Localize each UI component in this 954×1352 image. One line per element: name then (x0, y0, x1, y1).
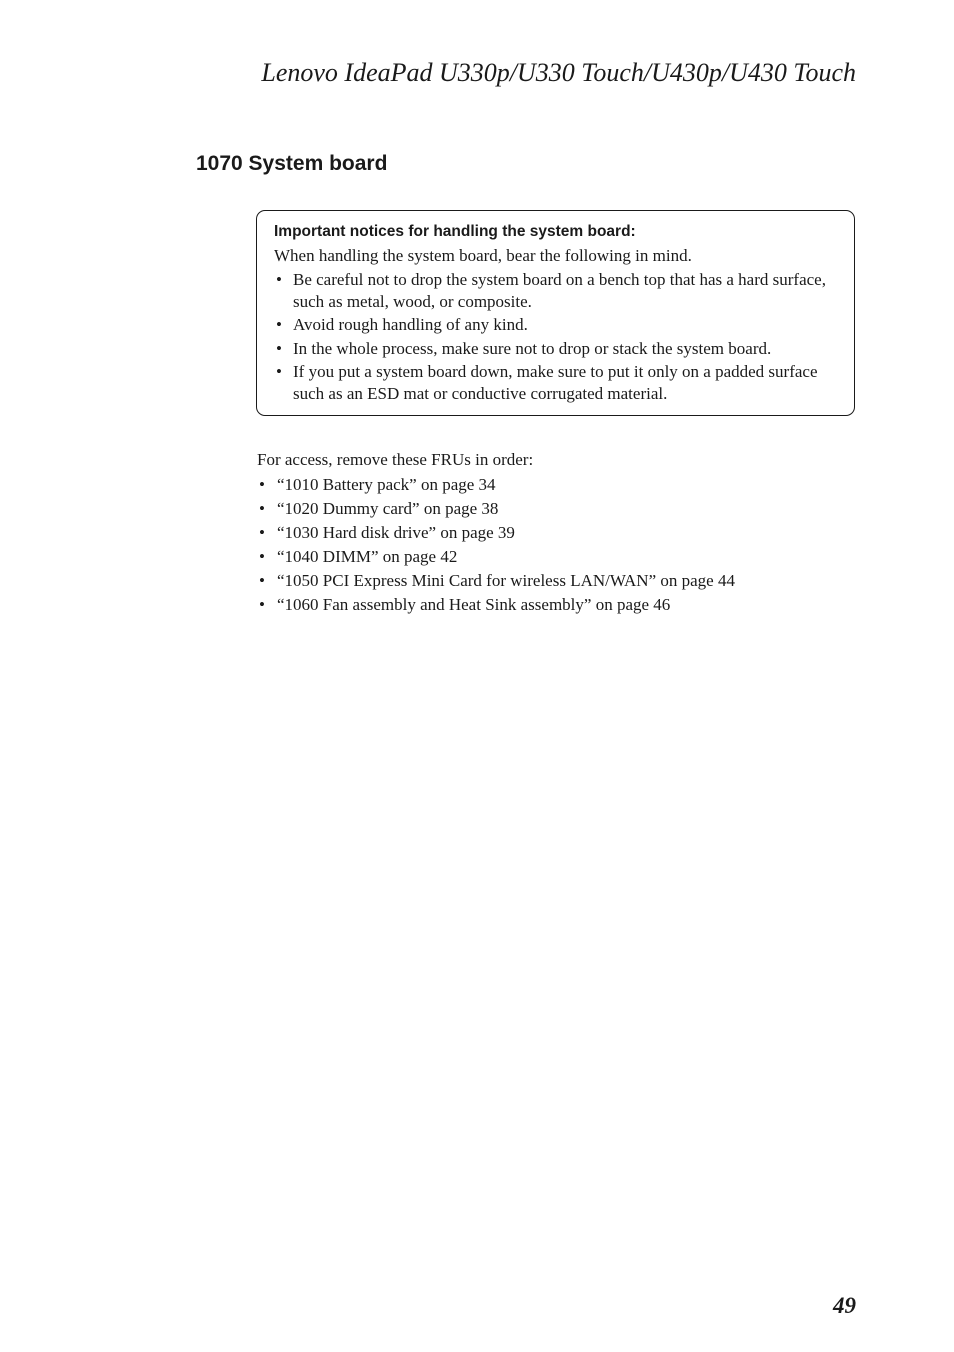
notice-intro: When handling the system board, bear the following in mind. (274, 246, 692, 265)
bullet-icon: • (276, 270, 282, 289)
page-number: 49 (833, 1293, 856, 1318)
bullet-icon: • (259, 523, 265, 542)
notice-item-text: Avoid rough handling of any kind. (293, 315, 528, 334)
fru-link[interactable]: “1010 Battery pack” on page 34 (277, 475, 496, 494)
fru-list-item (257, 545, 857, 569)
bullet-icon: • (259, 547, 265, 566)
notice-box (256, 210, 855, 416)
fru-link[interactable]: “1020 Dummy card” on page 38 (277, 499, 499, 518)
notice-list-item (274, 269, 838, 312)
notice-item-text: In the whole process, make sure not to drop or stack the system board. (293, 338, 772, 358)
bullet-icon: • (276, 315, 282, 334)
notice-list (274, 269, 838, 404)
fru-list-item (257, 497, 857, 521)
bullet-icon: • (259, 475, 265, 494)
notice-item-text: If you put a system board down, make sure to put it only on a padded surface such as an ESD mat or conductive corrugated material. (293, 362, 818, 403)
notice-list-item (274, 314, 838, 336)
fru-access-section (257, 449, 857, 617)
notice-list-item (274, 338, 838, 360)
bullet-icon: • (276, 338, 282, 358)
running-header: Lenovo IdeaPad U330p/U330 Touch/U430p/U430 Touch (261, 58, 856, 87)
notice-item-text: Be careful not to drop the system board on a bench top that has a hard surface, such as metal, wood, or composite. (293, 270, 826, 311)
bullet-icon: • (259, 499, 265, 518)
notice-heading: Important notices for handling the system board: (274, 223, 636, 240)
fru-intro: For access, remove these FRUs in order: (257, 450, 534, 469)
notice-list-item (274, 361, 838, 404)
bullet-icon: • (259, 571, 265, 590)
fru-link[interactable]: “1060 Fan assembly and Heat Sink assembly” on page 46 (277, 595, 671, 614)
bullet-icon: • (276, 362, 282, 381)
fru-list-item (257, 521, 857, 545)
fru-link[interactable]: “1030 Hard disk drive” on page 39 (277, 523, 515, 542)
fru-list-item (257, 569, 857, 593)
fru-link[interactable]: “1040 DIMM” on page 42 (277, 547, 458, 566)
fru-list (257, 473, 857, 617)
bullet-icon: • (259, 595, 265, 614)
section-title: 1070 System board (196, 152, 388, 175)
fru-list-item (257, 473, 857, 497)
fru-link[interactable]: “1050 PCI Express Mini Card for wireless LAN/WAN” on page 44 (277, 571, 735, 590)
fru-list-item (257, 593, 857, 617)
